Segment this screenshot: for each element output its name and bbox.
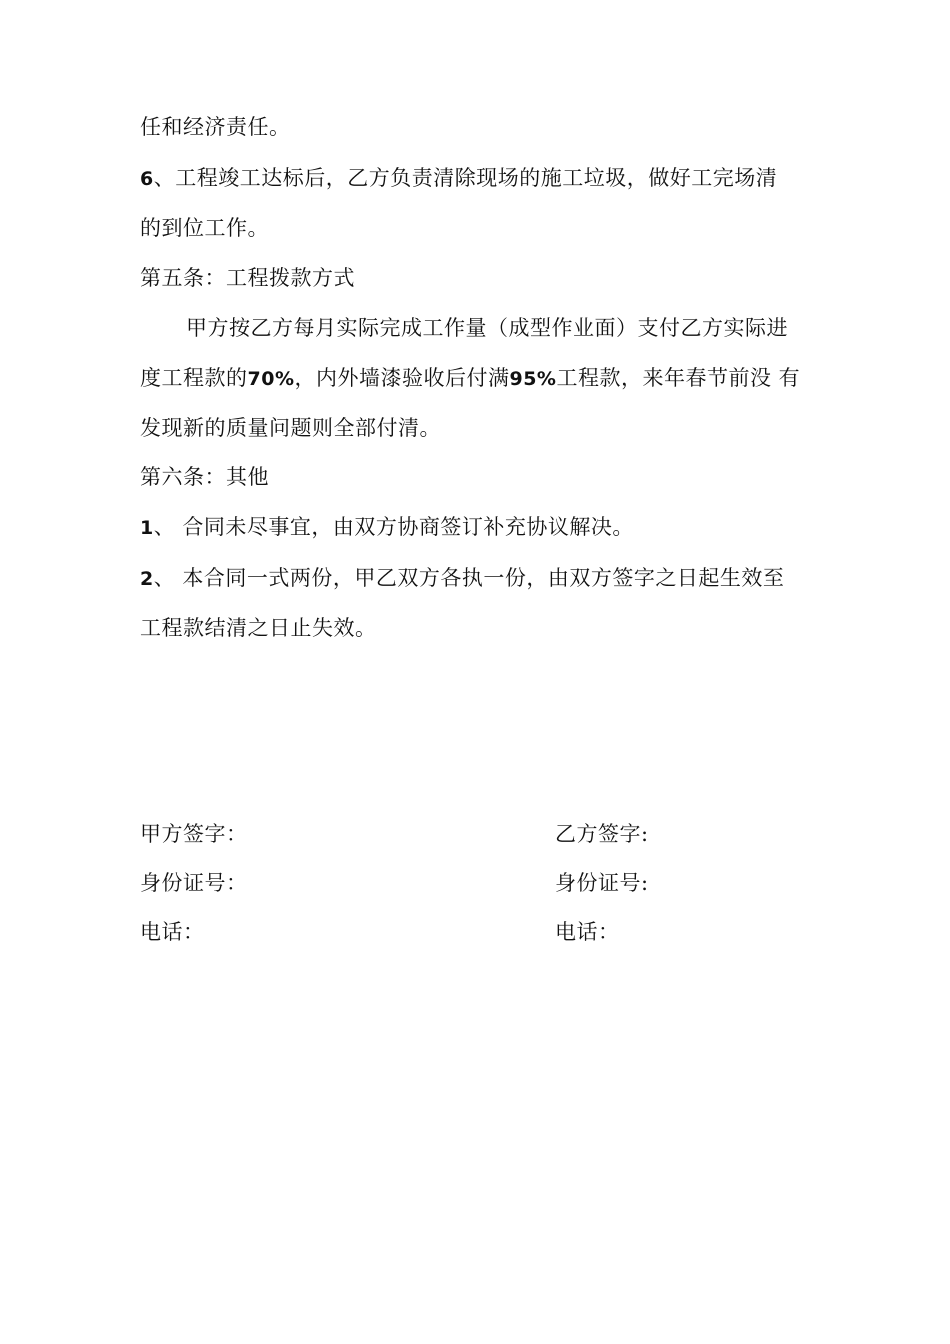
article-5-heading-text: 第五条：工程拨款方式 xyxy=(140,266,355,290)
other-item-1 xyxy=(140,512,634,543)
other-item-2-line-1 xyxy=(140,563,784,594)
other-item-2-line-2 xyxy=(140,613,377,643)
clause-tail-line xyxy=(140,112,291,142)
party-b-sign-label: 乙方签字: xyxy=(555,822,649,846)
payment-text-2a: 度工程款的 xyxy=(140,366,248,390)
other-item-2-text-cont: 工程款结清之日止失效。 xyxy=(140,616,377,640)
article-6-heading xyxy=(140,462,269,492)
item-6-line-1 xyxy=(140,163,777,194)
item-6-number: 6 xyxy=(140,168,154,190)
article-6-heading-text: 第六条：其他 xyxy=(140,465,269,489)
payment-line-2 xyxy=(140,363,800,394)
payment-text-2c: 工程款，来年春节前没 有 xyxy=(556,366,801,390)
other-item-1-text: 、 合同未尽事宜，由双方协商签订补充协议解决。 xyxy=(153,515,634,539)
other-item-2-text: 、 本合同一式两份，甲乙双方各执一份，由双方签字之日起生效至 xyxy=(153,566,785,590)
payment-line-3 xyxy=(140,413,441,443)
party-b-id-label: 身份证号: xyxy=(555,871,649,895)
party-a-id-label: 身份证号： xyxy=(140,871,248,895)
item-6-text: 、工程竣工达标后，乙方负责清除现场的施工垃圾，做好工完场清 xyxy=(153,166,778,190)
payment-text-2b: ，内外墙漆验收后付满 xyxy=(294,366,510,390)
party-a-sign-label: 甲方签字： xyxy=(140,822,248,846)
party-b-phone-label: 电话： xyxy=(555,920,620,944)
clause-tail-text: 任和经济责任。 xyxy=(140,115,291,139)
article-5-heading xyxy=(140,263,355,293)
item-6-text-cont: 的到位工作。 xyxy=(140,216,269,240)
other-item-2-number: 2 xyxy=(140,568,154,590)
party-a-phone-label: 电话： xyxy=(140,920,205,944)
item-6-line-2 xyxy=(140,213,269,243)
other-item-1-number: 1 xyxy=(140,517,154,539)
payment-percent-95: 95% xyxy=(509,368,557,390)
payment-percent-70: 70% xyxy=(247,368,295,390)
payment-text-1: 甲方按乙方每月实际完成工作量（成型作业面）支付乙方实际进 xyxy=(186,316,788,340)
payment-text-3: 发现新的质量问题则全部付清。 xyxy=(140,416,441,440)
payment-line-1 xyxy=(186,313,788,343)
